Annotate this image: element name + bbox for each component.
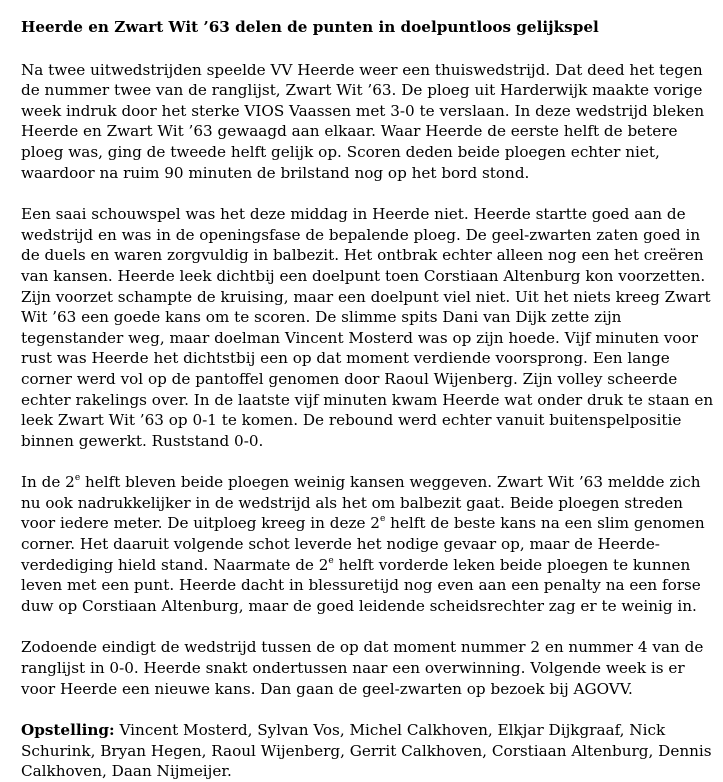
text-line: van kansen. Heerde leek dichtbij een doelpunt toen Corstiaan Altenburg kon voorzetten. — [21, 266, 706, 285]
superscript: e — [74, 473, 81, 484]
article — [21, 17, 713, 782]
text-line: Heerde en Zwart Wit ’63 gewaagd aan elkaar. Waar Heerde de eerste helft de betere — [21, 122, 678, 141]
text-line: Zodoende eindigt de wedstrijd tussen de op dat moment nummer 2 en nummer 4 van de — [21, 638, 704, 657]
text-segment: helft de beste kans na een slim genomen — [385, 514, 705, 533]
text-segment: helft bleven beide ploegen weinig kansen weggeven. Zwart Wit ’63 meldde zich — [80, 473, 701, 492]
paragraph-lineup — [21, 720, 713, 782]
text-line: Zijn voorzet schampte de kruising, maar een doelpunt viel niet. Uit het niets kreeg Zwart — [21, 287, 711, 306]
text-line: de nummer twee van de ranglijst, Zwart Wit ’63. De ploeg uit Harderwijk maakte vorige — [21, 81, 703, 100]
text-line: echter rakelings over. In de laatste vijf minuten kwam Heerde wat onder druk te staan en — [21, 390, 714, 409]
paragraph-second-half — [21, 472, 713, 616]
text-line: Na twee uitwedstrijden speelde VV Heerde weer een thuiswedstrijd. Dat deed het tegen — [21, 60, 703, 79]
text-segment: In de 2 — [21, 473, 75, 492]
text-line: binnen gewerkt. Ruststand 0-0. — [21, 431, 264, 450]
text-segment: voor iedere meter. De uitploeg kreeg in deze 2 — [21, 514, 380, 533]
text-line: wedstrijd en was in de openingsfase de bepalende ploeg. De geel-zwarten zaten goed in — [21, 225, 701, 244]
text-line: Een saai schouwspel was het deze middag in Heerde niet. Heerde startte goed aan de — [21, 205, 686, 224]
text-line: Wit ’63 een goede kans om te scoren. De slimme spits Dani van Dijk zette zijn — [21, 308, 622, 327]
text-line — [21, 513, 713, 534]
text-line: ranglijst in 0-0. Heerde snakt ondertussen naar een overwinning. Volgende week is er — [21, 659, 685, 678]
text-line: leek Zwart Wit ’63 op 0-1 te komen. De rebound werd echter vanuit buitenspelpositie — [21, 411, 682, 430]
text-line — [21, 472, 713, 493]
text-line: leven met een punt. Heerde dacht in blessuretijd nog even aan een penalty na een forse — [21, 576, 701, 595]
text-line: duw op Corstiaan Altenburg, maar de goed leidende scheidsrechter zag er te weinig in. — [21, 596, 697, 615]
text-line: tegenstander weg, maar doelman Vincent Mosterd was op zijn hoede. Vijf minuten voor — [21, 328, 698, 347]
lineup-label: Opstelling: — [21, 721, 115, 740]
text-segment: verdediging hield stand. Naarmate de 2 — [21, 555, 329, 574]
text-line: Calkhoven, Daan Nijmeijer. — [21, 762, 232, 781]
paragraph-first-half — [21, 204, 713, 451]
text-line — [21, 720, 713, 741]
text-segment: Vincent Mosterd, Sylvan Vos, Michel Calkhoven, Elkjar Dijkgraaf, Nick — [114, 721, 666, 740]
text-line: ploeg was, ging de tweede helft gelijk op. Scoren deden beide ploegen echter niet, — [21, 142, 660, 161]
article-title: Heerde en Zwart Wit ’63 delen de punten in doelpuntloos gelijkspel — [21, 18, 599, 36]
text-line: de duels en waren zorgvuldig in balbezit. Het ontbrak echter alleen nog een het creëren — [21, 246, 704, 265]
text-line: week indruk door het sterke VIOS Vaassen met 3-0 te verslaan. In deze wedstrijd bleken — [21, 101, 705, 120]
text-line: Schurink, Bryan Hegen, Raoul Wijenberg, Gerrit Calkhoven, Corstiaan Altenburg, Dennis — [21, 741, 712, 760]
text-line: rust was Heerde het dichtstbij een op dat moment verdiende voorsprong. Een lange — [21, 349, 670, 368]
text-segment: helft vorderde leken beide ploegen te kunnen — [333, 555, 691, 574]
text-line: corner. Het daaruit volgende schot leverde het nodige gevaar op, maar de Heerde- — [21, 535, 660, 554]
text-line: voor Heerde een nieuwe kans. Dan gaan de geel-zwarten op bezoek bij AGOVV. — [21, 679, 633, 698]
paragraph-conclusion — [21, 637, 713, 699]
paragraph-intro — [21, 60, 713, 184]
text-line: nu ook nadrukkelijker in de wedstrijd als het om balbezit gaat. Beide ploegen streden — [21, 493, 683, 512]
text-line — [21, 555, 713, 576]
text-line: waardoor na ruim 90 minuten de brilstand nog op het bord stond. — [21, 163, 530, 182]
text-line: corner werd vol op de pantoffel genomen door Raoul Wijenberg. Zijn volley scheerde — [21, 369, 678, 388]
superscript: e — [379, 514, 386, 525]
superscript: e — [328, 555, 334, 566]
